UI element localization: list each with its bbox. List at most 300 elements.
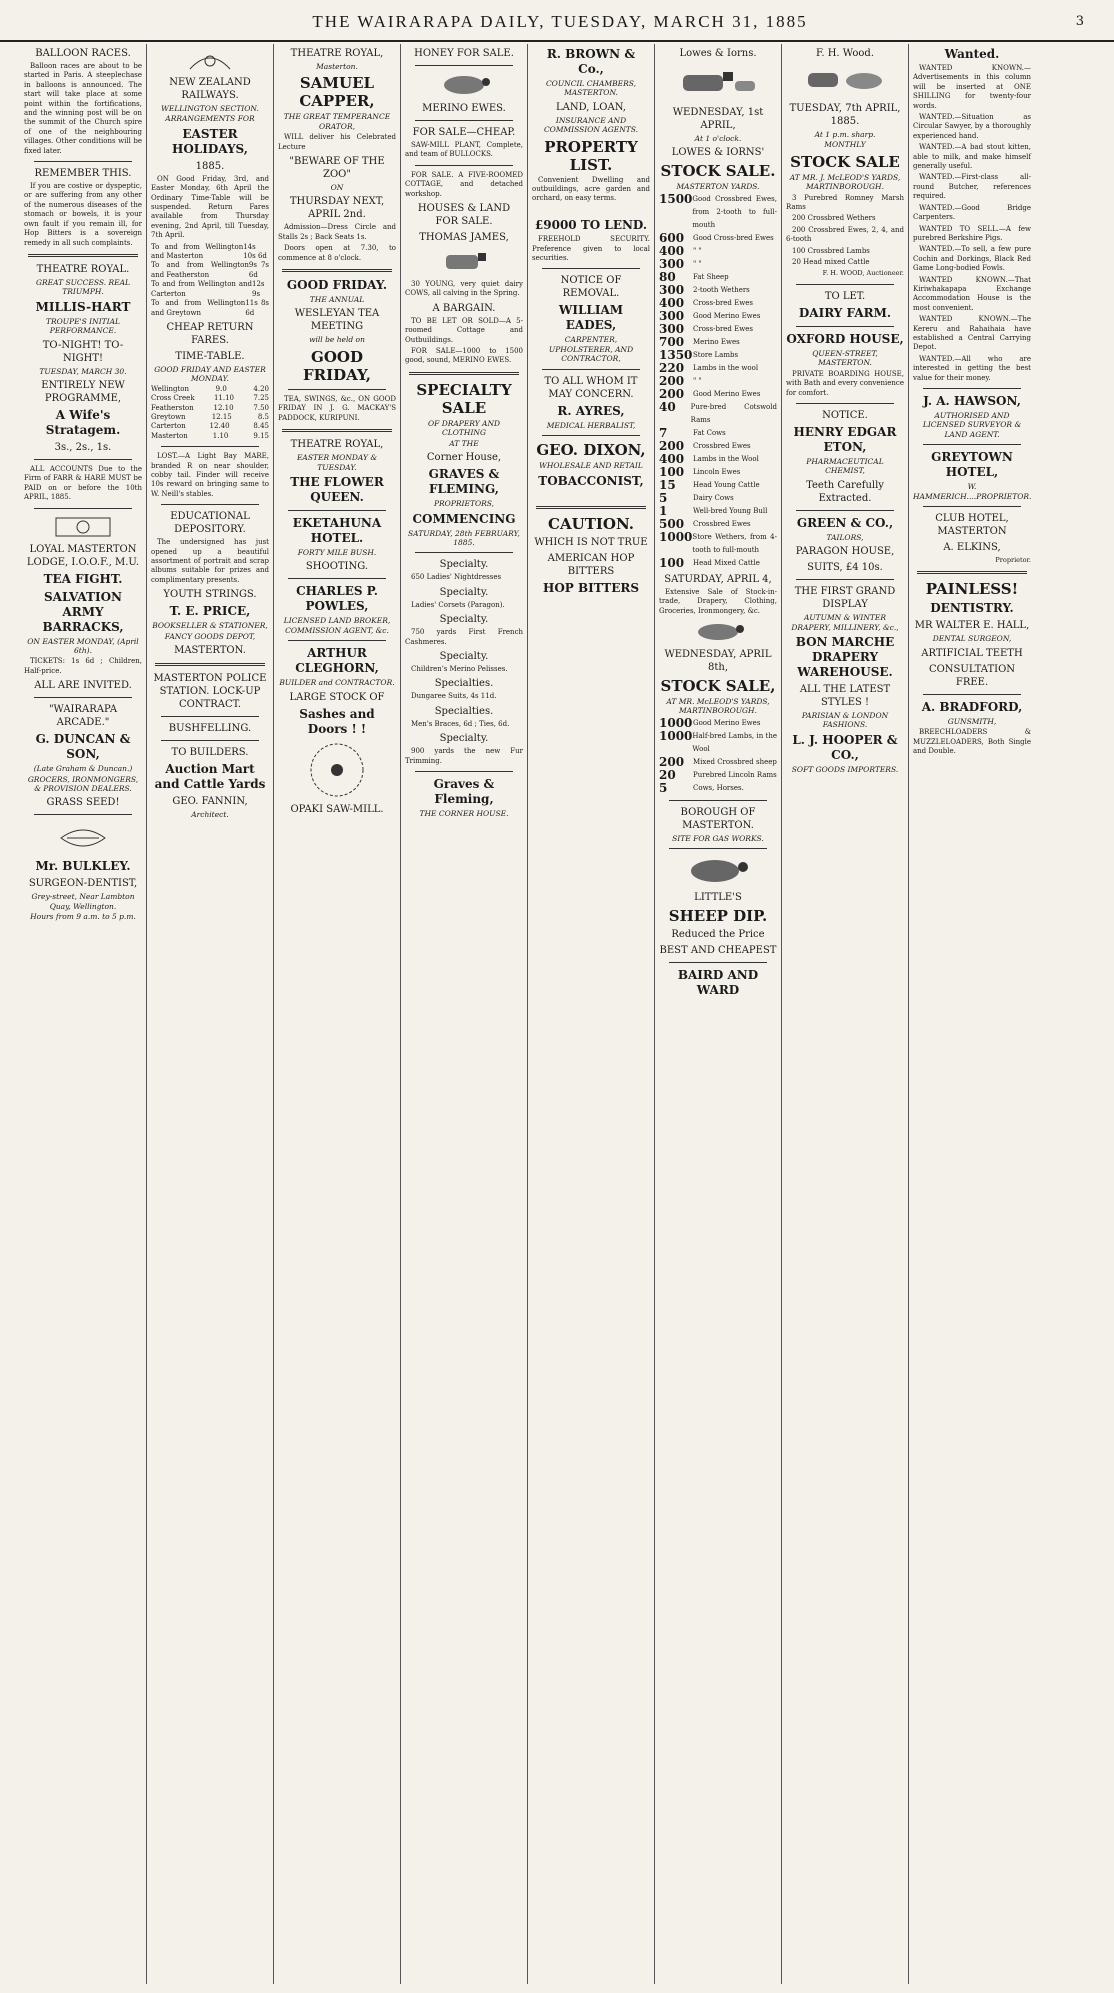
to-lend: £9000 TO LEND. — [534, 218, 648, 233]
saturday: SATURDAY, APRIL 4, — [664, 573, 772, 585]
hop-bitters: HOP BITTERS — [543, 580, 639, 595]
column-1 — [20, 44, 147, 1984]
wanted-ad: WANTED.—All who are interested in getting the best value for their money. — [913, 354, 1031, 382]
masthead — [0, 0, 1114, 42]
stock-sale-2: STOCK SALE, — [660, 677, 776, 696]
lot-description: Crossbred Ewes — [693, 441, 751, 450]
to-let: TO BE LET OR SOLD—A 5-roomed Cottage and Outbuildings. — [405, 316, 523, 344]
graves-footer: Graves & Fleming, — [433, 776, 495, 806]
surveyor: AUTHORISED AND LICENSED SURVEYOR & LAND AGENT. — [922, 411, 1022, 439]
architect: Architect. — [191, 810, 229, 820]
specialty-label: Specialties. — [434, 678, 494, 690]
lot-count: 1500 — [659, 191, 693, 206]
easter-holidays: EASTER HOLIDAYS, — [172, 126, 248, 156]
caution: CAUTION. — [548, 514, 634, 533]
sale-date-2: WEDNESDAY, APRIL 8th, — [664, 649, 772, 674]
baird-ward: BAIRD AND WARD — [677, 968, 759, 998]
property-text: Convenient Dwelling and outbuildings, acre garden and orchard, on easy terms. — [532, 175, 650, 203]
lot-count: 400 — [659, 451, 685, 466]
paragon-house: PARAGON HOUSE, — [795, 546, 895, 558]
sheep-icon — [688, 619, 748, 645]
wood-date: TUESDAY, 7th APRIL, 1885. — [789, 103, 901, 127]
success-line: GREAT SUCCESS. REAL TRIUMPH. — [35, 277, 131, 297]
lot-description: Good Merino Ewes — [693, 311, 761, 320]
specialty-text: 750 yards First French Cashmeres. — [405, 628, 523, 646]
teeth-extracted: Teeth Carefully Extracted. — [806, 479, 884, 504]
stock-lot — [659, 232, 777, 245]
best-cheapest: BEST AND CHEAPEST — [659, 945, 777, 957]
lecture-intro: WILL deliver his Celebrated Lecture — [278, 133, 396, 151]
stock-lot — [659, 401, 777, 427]
sale-item: 200 Crossbred Wethers — [792, 214, 876, 223]
stock-lot — [659, 440, 777, 453]
cattle-icon — [673, 63, 763, 103]
lot-description: Head Young Cattle — [693, 480, 760, 489]
brown-name: R. BROWN & Co., — [546, 47, 636, 76]
admission: Admission—Dress Circle and Stalls 2s ; Back Seats 1s. — [278, 223, 396, 241]
specialty-label: Specialty. — [439, 559, 489, 571]
lot-description: " " — [693, 259, 702, 268]
stock-lot — [659, 492, 777, 505]
duncan-sub: (Late Graham & Duncan.) — [33, 764, 133, 774]
balloon-heading: BALLOON RACES. — [35, 48, 131, 59]
eades-name: WILLIAM EADES, — [558, 303, 624, 333]
hooper-name: L. J. HOOPER & CO., — [792, 732, 898, 762]
lot-description: Merino Ewes — [693, 337, 740, 346]
thomas-james: THOMAS JAMES, — [419, 232, 509, 244]
lot-description: Cross-bred Ewes — [693, 298, 753, 307]
lodge-emblem-icon — [48, 514, 118, 540]
lot-description: 2-tooth Wethers — [693, 285, 750, 294]
specialty-text: 900 yards the new Fur Trimming. — [405, 747, 523, 765]
price-town: MASTERTON. — [174, 645, 246, 657]
lot-count: 1000 — [659, 715, 693, 730]
tobacconist: TOBACCONIST, — [538, 473, 644, 488]
sawblade-icon — [297, 740, 377, 800]
wanted-ad: WANTED.—Good Bridge Carpenters. — [913, 203, 1031, 222]
brown-sub: COUNCIL CHAMBERS, MASTERTON. — [545, 79, 637, 98]
lot-description: " " — [693, 246, 702, 255]
lot-description: Lincoln Ewes — [693, 467, 741, 476]
lot-count: 400 — [659, 243, 685, 258]
column-4 — [401, 44, 528, 1984]
grocers: GROCERS, IRONMONGERS, & PROVISION DEALERS. — [27, 774, 139, 793]
gunsmith: GUNSMITH, — [947, 716, 997, 726]
fare-row: To and from Wellington and Carterton 12s 9s — [151, 280, 265, 298]
herbalist: MEDICAL HERBALIST, — [546, 420, 636, 430]
artificial-teeth: ARTIFICIAL TEETH — [921, 647, 1023, 659]
lot-count: 700 — [659, 334, 685, 349]
lot-description: Well-bred Young Bull — [693, 506, 768, 515]
lot-count: 5 — [659, 490, 668, 505]
specialty-text: Children's Merino Pelisses. — [411, 664, 508, 673]
bargain: A BARGAIN. — [432, 302, 496, 314]
stock-lot — [659, 769, 777, 782]
millis-hart: MILLIS-HART — [35, 299, 131, 314]
youth-strings: YOUTH STRINGS. — [163, 589, 257, 601]
stock-lot — [659, 245, 777, 258]
fashions: PARISIAN & LONDON FASHIONS. — [801, 710, 889, 730]
stock-lot — [659, 518, 777, 531]
commencing-date: SATURDAY, 28th FEBRUARY, 1885. — [408, 528, 520, 547]
lot-count: 1 — [659, 503, 668, 518]
annual: THE ANNUAL — [309, 295, 365, 305]
wanted-ad: WANTED KNOWN.—Advertisements in this column will be inserted at ONE SHILLING for twenty-four words. — [913, 64, 1031, 110]
stock-lot — [659, 271, 777, 284]
section: WELLINGTON SECTION. — [161, 104, 259, 113]
dairy-farm: DAIRY FARM. — [798, 305, 892, 320]
columns — [20, 44, 1100, 1984]
year: 1885. — [195, 160, 225, 172]
lot-description: " " — [693, 376, 702, 385]
auctioneer: F. H. WOOD, Auctioneer. — [822, 269, 904, 278]
lot-description: Head Mixed Cattle — [693, 558, 760, 567]
lot-description: Lambs in the Wool — [693, 454, 759, 463]
stock-lot — [659, 730, 777, 756]
lot-count: 100 — [659, 555, 685, 570]
lot-count: 300 — [659, 308, 685, 323]
cow-icon — [434, 247, 494, 277]
wanted-ad: WANTED KNOWN.—The Kereru and Rahaihaia have established a Central Carrying Depot. — [913, 315, 1031, 352]
property-list: PROPERTY LIST. — [544, 137, 638, 174]
hammerich: W. HAMMERICH....PROPRIETOR. — [913, 482, 1032, 501]
lot-count: 5 — [659, 780, 668, 795]
bulkley-hours: Hours from 9 a.m. to 5 p.m. — [30, 912, 136, 922]
bushfelling: BUSHFELLING. — [168, 723, 252, 735]
lot-description: Store Wethers, from 4-tooth to full-mouth — [692, 532, 777, 554]
autumn-winter: AUTUMN & WINTER DRAPERY, MILLINERY, &c., — [791, 613, 899, 632]
tea-fight: TEA FIGHT. — [43, 571, 123, 586]
station-row: Wellington 9.0 4.20 — [151, 384, 269, 393]
sashes-doors: Sashes and Doors ! ! — [299, 706, 375, 736]
specialty-label: Specialties. — [434, 705, 494, 717]
to-let: TO LET. — [824, 290, 866, 302]
column-2 — [147, 44, 274, 1984]
lot-count: 300 — [659, 256, 685, 271]
railways-heading: NEW ZEALAND RAILWAYS. — [169, 77, 251, 101]
forty-mile: FORTY MILE BUSH. — [297, 547, 377, 557]
greytown-hotel: GREYTOWN HOTEL, — [931, 450, 1013, 480]
chemist: PHARMACEUTICAL CHEMIST, — [806, 456, 884, 476]
lot-description: Fat Cows — [693, 428, 726, 437]
station-row: Carterton 12.40 8.45 — [151, 422, 269, 431]
lowes-heading: Lowes & Iorns. — [679, 48, 757, 59]
auction-mart: Auction Mart and Cattle Yards — [154, 762, 266, 792]
lot-count: 1350 — [659, 347, 693, 362]
lowes-iorns: LOWES & IORNS' — [671, 147, 765, 159]
stock-lot — [659, 297, 777, 310]
tailors: TAILORS, — [826, 532, 864, 542]
arrangements: ARRANGEMENTS FOR — [165, 114, 255, 124]
wood-heading: F. H. Wood. — [815, 48, 875, 59]
accounts-notice: ALL ACCOUNTS Due to the Firm of FARR & HARE MUST be PAID on or before the 10th APRIL, 1885. — [24, 464, 142, 502]
wesleyan: WESLEYAN TEA MEETING — [294, 308, 380, 333]
price-name: T. E. PRICE, — [169, 604, 251, 619]
stock-lot — [659, 479, 777, 492]
livestock-icon — [800, 63, 890, 99]
wanted-ad: WANTED.—Situation as Circular Sawyer, by a thoroughly experienced hand. — [913, 113, 1031, 140]
commencing: COMMENCING — [412, 511, 516, 526]
stock-lot — [659, 336, 777, 349]
monthly: MONTHLY — [824, 140, 866, 150]
powles-name: CHARLES P. POWLES, — [296, 584, 378, 614]
sheep-icon — [683, 854, 753, 888]
lot-description: Mixed Crossbred sheep — [693, 757, 777, 766]
wanted-ad: WANTED KNOWN.—That Kiriwhakapapa Exchange Accommodation House is the most convenient. — [913, 275, 1031, 312]
masterton: Masterton. — [316, 62, 358, 71]
suits-price: SUITS, £4 10s. — [807, 562, 883, 574]
lot-count: 200 — [659, 754, 685, 769]
houses-land: HOUSES & LAND FOR SALE. — [417, 203, 511, 228]
theatre-date: TUESDAY, MARCH 30. — [39, 366, 127, 376]
lot-description: Dairy Cows — [693, 493, 734, 502]
lot-count: 80 — [659, 269, 676, 284]
tickets: TICKETS: 1s 6d ; Children, Half-price. — [24, 657, 142, 675]
lot-count: 300 — [659, 321, 685, 336]
arcade: "WAIRARAPA ARCADE." — [48, 704, 118, 729]
wanted-ad: WANTED TO SELL.—A few purebred Berkshire Pigs. — [913, 224, 1031, 242]
station-row: Masterton 1.10 9.15 — [151, 431, 269, 440]
duncan-name: G. DUNCAN & SON, — [35, 732, 131, 762]
carpenter: CARPENTER, UPHOLSTERER, AND CONTRACTOR, — [548, 335, 634, 364]
wanted-ad: WANTED.—First-class all-round Butcher, references required. — [913, 173, 1031, 201]
lecture-on: ON — [330, 183, 344, 193]
lot-description: Lambs in the wool — [693, 363, 759, 372]
stratagem: A Wife's Stratagem. — [45, 407, 121, 437]
hall-name: MR WALTER E. HALL, — [914, 620, 1030, 632]
specialty-text: Men's Braces, 6d ; Ties, 6d. — [411, 719, 510, 728]
stock-lots — [659, 193, 777, 570]
lot-description: Good Cross-bred Ewes — [693, 233, 774, 242]
bradford-name: A. BRADFORD, — [921, 699, 1023, 714]
stock-lot — [659, 310, 777, 323]
monthly-stock-sale: STOCK SALE — [790, 152, 900, 171]
tea-sports: TEA, SWINGS, &c., ON GOOD FRIDAY IN J. G. MACKAY'S PADDOCK, KURIPUNI. — [278, 394, 396, 422]
specialty-label: Specialty. — [439, 614, 489, 626]
stock-lot — [659, 375, 777, 388]
lecture-title: "BEWARE OF THE ZOO" — [289, 156, 385, 181]
cottage: FOR SALE. A FIVE-ROOMED COTTAGE, and detached workshop. — [405, 170, 523, 198]
lot-count: 300 — [659, 282, 685, 297]
programme: ENTIRELY NEW PROGRAMME, — [41, 379, 125, 404]
lot-description: Good Merino Ewes — [693, 389, 761, 398]
police-contract: MASTERTON POLICE STATION. LOCK-UP CONTRACT. — [153, 673, 267, 711]
lecture-date: THURSDAY NEXT, APRIL 2nd. — [289, 196, 385, 221]
sale-item: 20 Head mixed Cattle — [792, 258, 870, 267]
shooting: SHOOTING. — [305, 561, 369, 573]
dairy-cows: 30 YOUNG, very quiet dairy COWS, all calving in the Spring. — [405, 280, 523, 298]
proprietor: Proprietor. — [995, 556, 1031, 565]
bulkley-address: Grey-street, Near Lambton Quay, Wellington. — [31, 892, 135, 911]
flower-sub: EASTER MONDAY & TUESDAY. — [296, 453, 378, 472]
proprietors: PROPRIETORS, — [433, 499, 495, 509]
drapery: OF DRAPERY AND CLOTHING — [427, 418, 501, 438]
easter-monday: ON EASTER MONDAY, (April 6th). — [27, 636, 139, 655]
stock-lot — [659, 323, 777, 336]
salvation-army: SALVATION ARMY BARRACKS, — [42, 589, 124, 634]
stock-lot — [659, 531, 777, 557]
grass-seed: GRASS SEED! — [46, 797, 120, 809]
ayres-name: R. AYRES, — [557, 403, 625, 418]
fare-row: To and from Wellington and Greytown 11s 8s 6d — [151, 299, 269, 317]
lot-count: 220 — [659, 360, 685, 375]
breechloaders: BREECHLOADERS & MUZZLELOADERS, Both Single and Double. — [913, 728, 1031, 756]
sawmill-plant: SAW-MILL PLANT, Complete, and team of BULLOCKS. — [405, 141, 523, 159]
sheep-dip: SHEEP DIP. — [668, 907, 768, 926]
lot-count: 400 — [659, 295, 685, 310]
at-the: AT THE — [449, 438, 479, 448]
good-friday-table: GOOD FRIDAY AND EASTER MONDAY. — [154, 364, 266, 384]
stock-lot — [659, 717, 777, 730]
easter-text: ON Good Friday, 3rd, and Easter Monday, 6th April the Ordinary Time-Table will be suspended. Return Fares available from Thursday evening, 2nd April, till Tuesday, 7th April. — [151, 174, 269, 240]
fare-row: To and from Wellington and Featherston 9s 7s 6d — [151, 261, 269, 279]
lot-count: 15 — [659, 477, 676, 492]
stock-lot — [659, 756, 777, 769]
column-3 — [274, 44, 401, 1984]
column-8 — [909, 44, 1035, 1984]
elkins-name: A. ELKINS, — [943, 542, 1001, 554]
lot-description: Crossbred Ewes — [693, 519, 751, 528]
club-hotel: CLUB HOTEL, MASTERTON — [935, 513, 1009, 538]
land-loan: LAND, LOAN, — [556, 101, 626, 113]
good-friday-big: GOOD FRIDAY, — [302, 347, 372, 384]
fannin: GEO. FANNIN, — [172, 796, 248, 808]
balloon-text: Balloon races are about to be started in Paris. A steeplechase in balloons is announced. The start will take place at some point within the fortifications, and the winning post will be on the summit of the Church spire of one of the neighbouring villages. Other conditions will be fixed later. — [24, 62, 142, 155]
remember-text: If you are costive or dyspeptic, or are suffering from any other of the numerous diseases of the stomach or bowels, it is your own fault if you remain ill, for Hop Bitters is a sovereign remedy in all such complaints. — [24, 182, 142, 247]
stock-lot — [659, 193, 777, 232]
lot-description: Store Lambs — [693, 350, 739, 359]
troupe-line: TROUPE'S INITIAL PERFORMANCE. — [45, 316, 121, 336]
consultation-free: CONSULTATION FREE. — [928, 663, 1016, 688]
not-true: WHICH IS NOT TRUE — [534, 536, 648, 548]
opaki-sawmill: OPAKI SAW-MILL. — [290, 803, 384, 815]
flower-theatre: THEATRE ROYAL, — [290, 439, 384, 451]
stock-lot — [659, 258, 777, 271]
lot-count: 1000 — [659, 728, 693, 743]
mcleod-yards: AT MR. J. McLEOD'S YARDS, MARTINBOROUGH. — [789, 172, 901, 192]
stock-sale: STOCK SALE. — [660, 162, 776, 181]
dentist: SURGEON-DENTIST, — [28, 878, 138, 890]
stock-lot — [659, 427, 777, 440]
lot-description: Pure-bred Cotswold Rams — [690, 402, 777, 424]
lot-count: 200 — [659, 438, 685, 453]
lodge-heading: LOYAL MASTERTON LODGE, I.O.O.F., M.U. — [26, 543, 140, 568]
reduced-price: Reduced the Price — [671, 929, 765, 941]
page-number: 3 — [1075, 14, 1084, 29]
theatre-heading: THEATRE ROYAL. — [36, 263, 130, 275]
dental-surgeon: DENTAL SURGEON, — [932, 634, 1012, 644]
sale-item: 100 Crossbred Lambs — [792, 246, 870, 255]
fare-row: To and from Wellington and Masterton 14s 10s 6d — [151, 242, 267, 261]
lot-count: 40 — [659, 399, 676, 414]
freehold: FREEHOLD SECURITY. Preference given to local securities. — [532, 235, 650, 263]
boarding: PRIVATE BOARDING HOUSE, with Bath and every convenience for comfort. — [786, 369, 904, 397]
corner-footer: THE CORNER HOUSE. — [419, 808, 509, 818]
specialty-label: Specialty. — [439, 586, 489, 598]
sale-item: 200 Crossbred Ewes, 2, 4, and 6-tooth — [786, 225, 904, 244]
green-co: GREEN & CO., — [796, 515, 894, 530]
wanted-ad: WANTED.—To sell, a few pure Cochin and Dorkings, Black Red Game Long-bodied Fowls. — [913, 245, 1031, 273]
insurance: INSURANCE AND COMMISSION AGENTS. — [543, 115, 639, 135]
borough: BOROUGH OF MASTERTON. — [680, 806, 756, 831]
cheap-fares: CHEAP RETURN FARES. — [166, 321, 254, 346]
corner-house: Corner House, — [426, 452, 502, 464]
lot-description: Half-bred Lambs, in the Wool — [692, 731, 777, 753]
lot-description: Purebred Lincoln Rams — [693, 770, 777, 779]
fancy-goods: FANCY GOODS DEPOT, — [164, 631, 256, 641]
good-friday: GOOD FRIDAY. — [286, 278, 388, 293]
masterton-yards: MASTERTON YARDS. — [676, 182, 760, 192]
railway-crest-icon — [180, 47, 240, 73]
stock-lot — [659, 388, 777, 401]
lot-description: Fat Sheep — [693, 272, 729, 281]
column-5 — [528, 44, 655, 1984]
station-row: Cross Creek 11.10 7.25 — [151, 394, 269, 403]
dixon-sub: WHOLESALE AND RETAIL — [539, 461, 643, 471]
dentistry: DENTISTRY. — [930, 601, 1014, 616]
graves-fleming: GRAVES & FLEMING, — [428, 467, 500, 497]
first-display: THE FIRST GRAND DISPLAY — [794, 586, 896, 611]
lot-count: 7 — [659, 425, 668, 440]
honey: HONEY FOR SALE. — [414, 48, 514, 59]
notice: NOTICE. — [822, 409, 868, 421]
lot-count: 600 — [659, 230, 685, 245]
stock-lot — [659, 284, 777, 297]
wanted-heading: Wanted. — [944, 47, 1000, 61]
eton-name: HENRY EDGAR ETON, — [793, 424, 897, 454]
painless: PAINLESS! — [925, 580, 1019, 599]
prices: 3s., 2s., 1s. — [54, 441, 112, 453]
stock-lot — [659, 782, 777, 795]
sale-date: WEDNESDAY, 1st APRIL, — [672, 107, 764, 131]
tonight: TO-NIGHT! TO-NIGHT! — [42, 339, 124, 364]
lot-count: 200 — [659, 373, 685, 388]
lot-count: 1000 — [659, 529, 693, 544]
flower-queen: THE FLOWER QUEEN. — [290, 474, 384, 504]
lot-description: Good Merino Ewes — [693, 718, 761, 727]
bon-marche: BON MARCHE DRAPERY WAREHOUSE. — [795, 634, 895, 679]
littles: LITTLE'S — [694, 892, 742, 904]
removal-notice: NOTICE OF REMOVAL. — [560, 275, 622, 300]
stock-lot — [659, 453, 777, 466]
specialty-text: 650 Ladies' Nightdresses — [411, 573, 502, 582]
stock-lot — [659, 362, 777, 375]
cleghorn-name: ARTHUR CLEGHORN, — [295, 646, 379, 676]
wanted-ad: WANTED.—A bad stout kitten, able to milk, and make himself generally useful. — [913, 143, 1031, 171]
lot-description: Good Crossbred Ewes, from 2-tooth to full-mouth — [692, 194, 777, 229]
station-row: Featherston 12.10 7.50 — [151, 403, 269, 412]
for-sale-cheap: FOR SALE—CHEAP. — [412, 127, 516, 138]
theatre-royal: THEATRE ROYAL, — [290, 48, 384, 59]
station-row: Greytown 12.15 8.5 — [151, 412, 269, 421]
merino-ewes: MERINO EWES. — [422, 103, 506, 114]
all-concern: TO ALL WHOM IT MAY CONCERN. — [544, 375, 638, 400]
lot-description: Cows, Horses. — [693, 783, 744, 792]
stock-lot — [659, 557, 777, 570]
lot-count: 100 — [659, 464, 685, 479]
to-builders: TO BUILDERS. — [171, 747, 249, 759]
wood-time: At 1 p.m. sharp. — [814, 130, 876, 139]
specialty-text: Dungaree Suits, 4s 11d. — [411, 692, 497, 701]
sale-time: At 1 o'clock. — [694, 134, 742, 143]
bookseller: BOOKSELLER & STATIONER, — [152, 621, 268, 631]
orator: THE GREAT TEMPERANCE ORATOR, — [283, 112, 391, 131]
timetable: TIME-TABLE. — [175, 350, 245, 362]
cleghorn-sub: BUILDER and CONTRACTOR. — [279, 678, 395, 688]
all-invited: ALL ARE INVITED. — [34, 680, 132, 692]
oxford-house: OXFORD HOUSE, — [786, 331, 904, 346]
merino-sale: FOR SALE—1000 to 1500 good, sound, MERINO EWES. — [405, 347, 523, 365]
